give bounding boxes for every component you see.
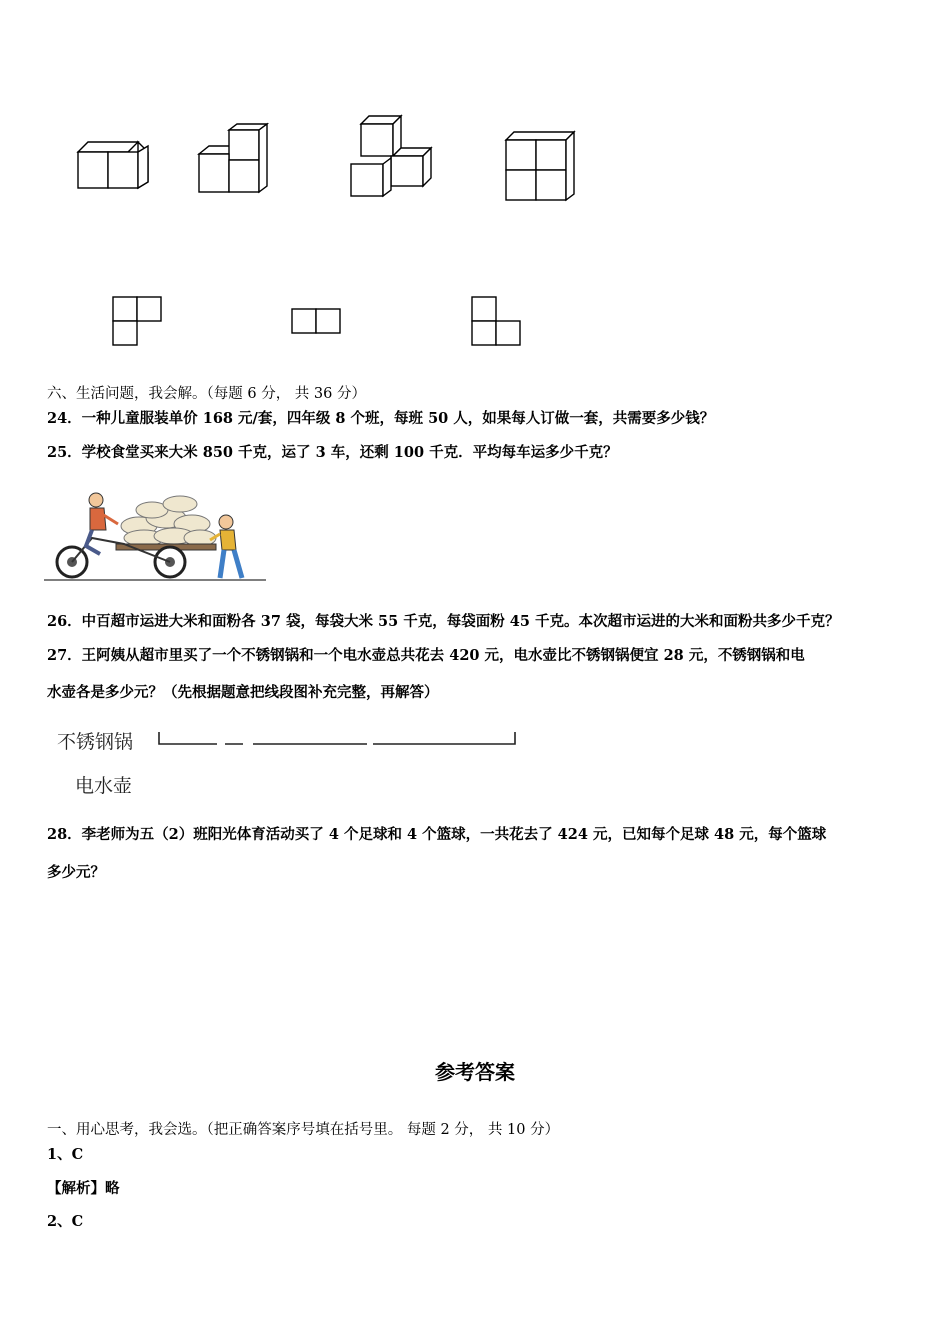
question-26: 26．中百超市运进大米和面粉各 37 袋，每袋大米 55 千克，每袋面粉 45 千克。本次超市运进的大米和面粉共多少千克？ (47, 613, 840, 630)
question-24: 24．一种儿童服装单价 168 元/套，四年级 8 个班，每班 50 人，如果每人订做一套，共需要多少钱？ (47, 410, 715, 427)
question-28-line1: 28．李老师为五（2）班阳光体育活动买了 4 个足球和 4 个篮球，一共花去了 424 元，已知每个足球 48 元，每个篮球 (47, 826, 827, 843)
answers-section1-heading: 一、用心思考，我会选。（把正确答案序号填在括号里。 每题 2 分， 共 10 分） (47, 1122, 560, 1138)
question-28-line2: 多少元？ (47, 864, 105, 881)
cube-figure-4 (504, 130, 578, 204)
view-shape-3 (471, 296, 523, 352)
section6-heading: 六、生活问题，我会解。（每题 6 分， 共 36 分） (47, 386, 366, 402)
question-27-line2: 水壶各是多少元？（先根据题意把线段图补充完整，再解答） (47, 684, 439, 701)
question-27-line1: 27．王阿姨从超市里买了一个不锈钢锅和一个电水壶总共花去 420 元，电水壶比不锈钢锅便宜 28 元，不锈钢锅和电 (47, 647, 805, 664)
segment-label-kettle: 电水壶 (75, 775, 133, 797)
cube-figure-2 (197, 122, 271, 194)
answer-1-explanation: 【解析】略 (47, 1180, 120, 1197)
answer-2: 2、C (47, 1213, 84, 1230)
question-25: 25．学校食堂买来大米 850 千克，运了 3 车，还剩 100 千克．平均每车运多少千克？ (47, 444, 618, 461)
rice-cart-illustration (44, 488, 270, 588)
answer-1: 1、C (47, 1146, 84, 1163)
view-shape-1 (112, 296, 164, 352)
view-shape-2 (291, 308, 343, 340)
cube-figure-3 (349, 114, 433, 198)
segment-line-pot (157, 724, 519, 752)
answers-title: 参考答案 (435, 1060, 515, 1084)
cube-figure-1 (76, 138, 152, 192)
segment-label-pot: 不锈钢锅 (57, 731, 134, 753)
